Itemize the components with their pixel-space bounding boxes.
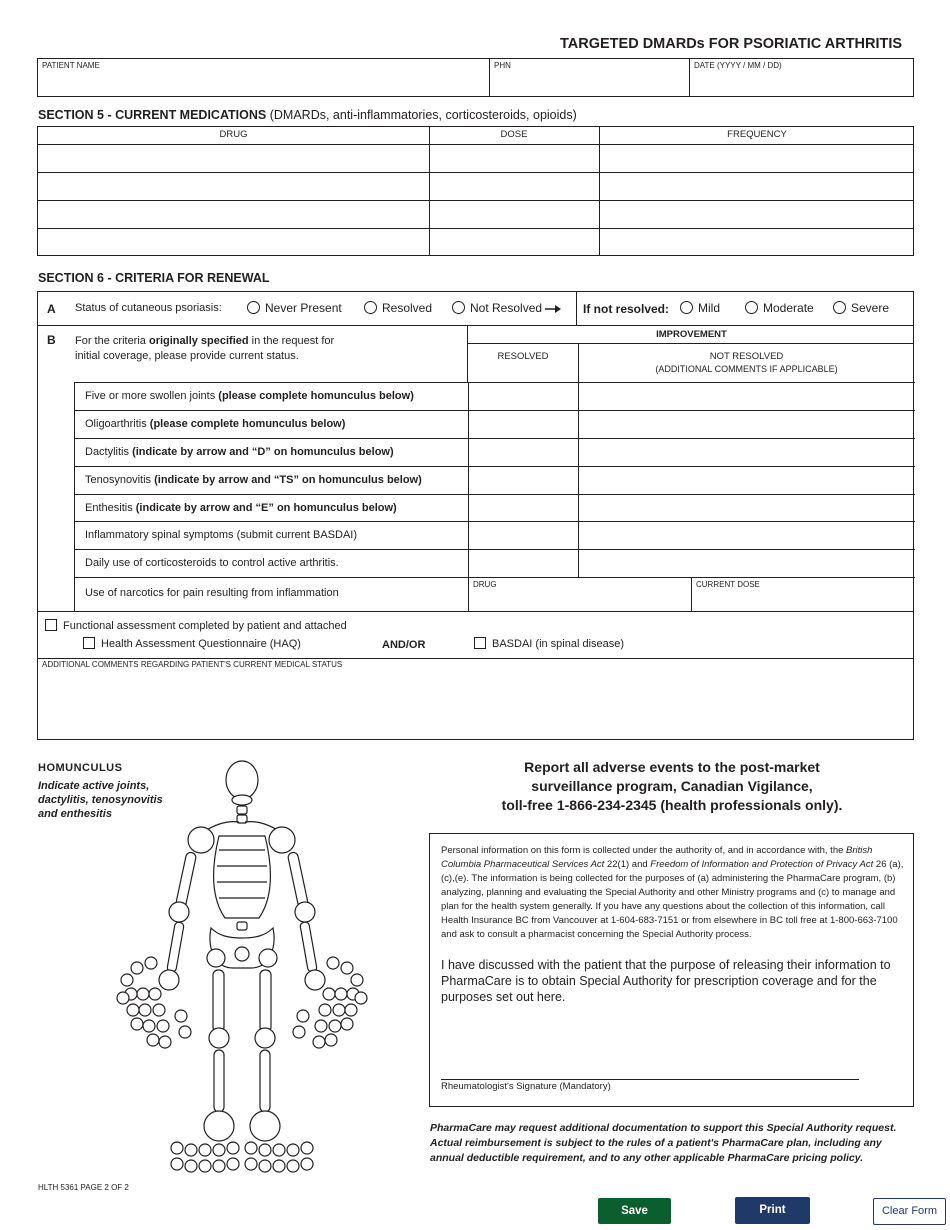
date-field[interactable] [691, 71, 913, 95]
option-mild[interactable]: Mild [680, 301, 720, 315]
option-resolved[interactable]: Resolved [364, 301, 432, 315]
functional-assessment-checkbox[interactable] [45, 619, 57, 631]
drug-col-header: DRUG [219, 129, 248, 140]
radio-mild[interactable] [680, 301, 693, 314]
adverse-events-notice: Report all adverse events to the post-market surveillance program, Canadian Vigilance, toll-free 1-866-234-2345 (health professionals only). [501, 759, 843, 813]
criteria-row: Oligoarthritis (please complete homunculus below) [85, 418, 346, 430]
criteria-row: Inflammatory spinal symptoms (submit current BASDAI) [85, 529, 358, 541]
option-severe[interactable]: Severe [833, 301, 889, 315]
criteria-row: Dactylitis (indicate by arrow and “D” on homunculus below) [85, 446, 394, 458]
patient-info-box [37, 58, 914, 97]
homunculus-instructions: Indicate active joints, dactylitis, tenosynovitis and enthesitis [38, 780, 163, 820]
not-resolved-col-subheader: (ADDITIONAL COMMENTS IF APPLICABLE) [655, 364, 838, 374]
resolved-col-header: RESOLVED [497, 351, 549, 362]
criteria-row: Use of narcotics for pain resulting from inflammation [85, 587, 339, 599]
medications-table [37, 126, 914, 256]
patient-name-label: PATIENT NAME [42, 61, 100, 70]
phn-field[interactable] [491, 71, 687, 95]
consent-statement: I have discussed with the patient that the purpose of releasing their information to PharmaCare is to obtain Special Authority for prescription coverage and for the purposes set out here. [441, 958, 891, 1004]
homunculus-title: HOMUNCULUS [38, 762, 123, 774]
narcotic-dose-label: CURRENT DOSE [696, 580, 760, 589]
dose-col-header: DOSE [500, 129, 528, 140]
additional-comments-label: ADDITIONAL COMMENTS REGARDING PATIENT'S CURRENT MEDICAL STATUS [42, 660, 343, 669]
homunculus-figure[interactable] [115, 758, 425, 1178]
option-not-resolved[interactable]: Not Resolved [452, 301, 542, 315]
criteria-b-intro: For the criteria originally specified in the request for initial coverage, please provide current status. [75, 335, 335, 362]
criteria-row: Five or more swollen joints (please complete homunculus below) [85, 390, 414, 402]
renewal-criteria-box [37, 291, 914, 740]
clear-form-button[interactable]: Clear Form [873, 1198, 946, 1225]
arrow-right-icon [545, 304, 561, 314]
privacy-box [429, 833, 914, 1107]
phn-label: PHN [494, 61, 511, 70]
signature-label: Rheumatologist's Signature (Mandatory) [441, 1081, 611, 1092]
option-never-present[interactable]: Never Present [247, 301, 342, 315]
radio-severe[interactable] [833, 301, 846, 314]
functional-assessment-option[interactable]: Functional assessment completed by patient and attached [45, 619, 347, 632]
additional-comments-field[interactable] [40, 670, 911, 738]
criteria-row: Enthesitis (indicate by arrow and “E” on homunculus below) [85, 502, 397, 514]
criteria-b-letter: B [47, 333, 56, 347]
form-title: TARGETED DMARDs FOR PSORIATIC ARTHRITIS [560, 36, 903, 52]
patient-name-field[interactable] [40, 71, 487, 95]
radio-never-present[interactable] [247, 301, 260, 314]
criteria-row: Tenosynovitis (indicate by arrow and “TS” on homunculus below) [85, 474, 422, 486]
privacy-notice: Personal information on this form is collected under the authority of, and in accordance with, the British Columbia Pharmaceutical Services Act 22(1) and Freedom of Information and Protection of Privacy Act 26 (a),(c),(e). The information is being collected for the purposes of (a) administering the PharmaCare program, (b) analyzing, planning and evaluating the Special Authority and other Ministry programs and (c) to manage and plan for the health system generally. If you have any questions about the collection of this information, call Health Insurance BC from Vancouver at 1-604-683-7151 or from elsewhere in BC toll free at 1-800-663-7100 and ask to consult a pharmacist concerning the Special Authority process. [441, 845, 904, 940]
frequency-col-header: FREQUENCY [727, 129, 787, 140]
radio-not-resolved[interactable] [452, 301, 465, 314]
if-not-resolved-label: If not resolved: [583, 302, 670, 316]
basdai-checkbox[interactable] [474, 637, 486, 649]
psoriasis-status-label: Status of cutaneous psoriasis: [75, 302, 222, 314]
narcotic-drug-label: DRUG [473, 580, 497, 589]
criteria-row: Daily use of corticosteroids to control active arthritis. [85, 557, 339, 569]
criteria-a-letter: A [47, 302, 56, 316]
pharmacare-disclaimer: PharmaCare may request additional documentation to support this Special Authority request. Actual reimbursement is subject to the rules of a patient's PharmaCare plan, including any annual deductible requirement, and to any other applicable PharmaCare pricing policy. [430, 1122, 897, 1164]
signature-field[interactable] [441, 1044, 859, 1080]
option-moderate[interactable]: Moderate [745, 301, 814, 315]
form-id: HLTH 5361 PAGE 2 OF 2 [38, 1183, 129, 1192]
andor-label: AND/OR [382, 639, 426, 651]
improvement-label: IMPROVEMENT [656, 329, 727, 340]
not-resolved-col-header: NOT RESOLVED [709, 351, 784, 362]
print-button[interactable]: Print [735, 1197, 810, 1224]
radio-resolved[interactable] [364, 301, 377, 314]
haq-option[interactable]: Health Assessment Questionnaire (HAQ) [83, 637, 301, 650]
section6-heading: SECTION 6 - CRITERIA FOR RENEWAL [38, 271, 270, 285]
save-button[interactable]: Save [598, 1198, 671, 1224]
section5-heading: SECTION 5 - CURRENT MEDICATIONS (DMARDs, anti-inflammatories, corticosteroids, opioids) [38, 108, 577, 122]
radio-moderate[interactable] [745, 301, 758, 314]
haq-checkbox[interactable] [83, 637, 95, 649]
basdai-option[interactable]: BASDAI (in spinal disease) [474, 637, 624, 650]
date-label: DATE (YYYY / MM / DD) [694, 61, 782, 70]
criteria-table [74, 382, 915, 611]
improvement-header [467, 325, 914, 382]
